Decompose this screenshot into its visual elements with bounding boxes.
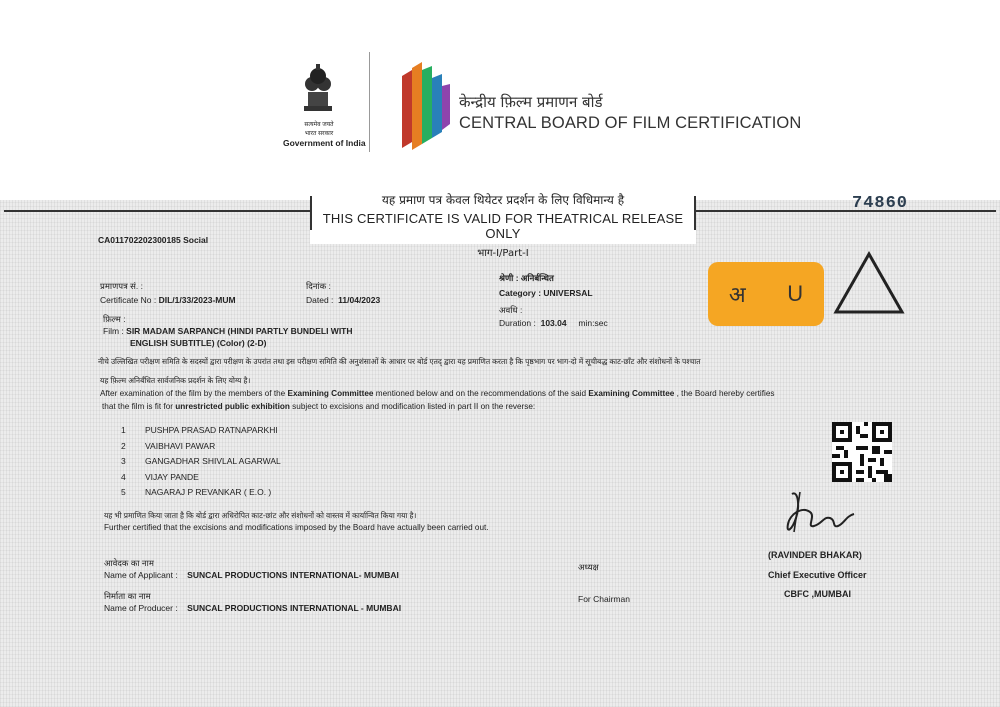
chairman-label: For Chairman [578,594,630,604]
producer-value: SUNCAL PRODUCTIONS INTERNATIONAL - MUMBAI [187,603,402,613]
hindi-para-line2: यह फ़िल्म अनिर्बंधित सार्वजनिक प्रदर्शन के लिए योग्य है। [100,376,251,385]
triangle-icon [832,250,906,316]
header-divider [369,52,370,152]
duration-label: Duration : [499,318,536,328]
top-rule-right [696,210,996,212]
date-row [306,295,380,305]
producer-label: Name of Producer : [104,603,178,613]
category-row [499,288,593,298]
committee-member: 1 PUSHPA PRASAD RATNAPARKHI [121,425,278,435]
further-hi: यह भी प्रमाणित किया जाता है कि बोर्ड द्वारा अधिरोपित काट-छांट और संशोधनों को वास्तव में कार्यान्वित किया गया है। [104,511,417,520]
gov-hi: भारत सरकार [304,131,334,137]
film-label-hi: फ़िल्म : [103,314,126,324]
duration-value: 103.04 [540,318,567,328]
signatory-title: Chief Executive Officer [768,570,867,580]
english-para-line2: that the film is fit for unrestricted public exhibition subject to excisions and modification listed in part II on the reverse: [102,402,536,411]
certificate-no-label: Certificate No : [100,295,157,305]
film-title-line1: SIR MADAM SARPANCH (HINDI PARTLY BUNDELI WITH [126,326,353,336]
emblem-motto: सत्यमेव जयते [304,122,334,128]
validity-banner [310,186,696,259]
certificate-no-row [100,295,236,305]
category-value: UNIVERSAL [543,288,593,298]
date-label: Dated : [306,295,334,305]
applicant-label-hi: आवेदक का नाम [104,558,154,568]
committee-member: 4 VIJAY PANDE [121,471,199,482]
applicant-label: Name of Applicant : [104,570,178,580]
producer-label-hi: निर्माता का नाम [104,591,151,601]
certificate-no-value: DIL/1/33/2023-MUM [158,295,236,305]
signature [780,488,860,540]
rating-badge-hi: अ [728,282,746,307]
chairman-label-hi: अध्यक्ष [578,562,599,572]
applicant-row [104,570,399,580]
applicant-value: SUNCAL PRODUCTIONS INTERNATIONAL- MUMBAI [187,570,399,580]
film-label: Film : [103,326,124,336]
producer-row [104,603,401,613]
date-value: 11/04/2023 [338,295,381,305]
signatory-office: CBFC ,MUMBAI [784,589,851,599]
emblem [298,62,338,120]
duration-row [499,318,608,328]
further-en: Further certified that the excisions and modifications imposed by the Board have actually been carried out. [104,523,489,532]
committee-member: 2 VAIBHAVI PAWAR [121,440,216,451]
banner-line-en: THIS CERTIFICATE IS VALID FOR THEATRICAL RELEASE ONLY [322,211,684,241]
date-label-hi: दिनांक : [306,281,331,291]
film-row [103,326,353,336]
category-label-hi: श्रेणी : अनिर्बन्धित [499,273,554,283]
qr-code [832,422,892,482]
film-title-line2: ENGLISH SUBTITLE) (Color) (2-D) [130,338,267,348]
serial-number: 74860 [852,194,909,213]
committee-list [121,423,281,501]
top-rule-left [4,210,310,212]
reference-code: CA011702202300185 Social [98,235,209,245]
board-name-en: CENTRAL BOARD OF FILM CERTIFICATION [459,114,802,132]
cbfc-logo [398,58,454,152]
certificate-no-label-hi: प्रमाणपत्र सं. : [100,281,143,291]
signatory-name: (RAVINDER BHAKAR) [768,550,862,560]
banner-line-hi: यह प्रमाण पत्र केवल थियेटर प्रदर्शन के लिए विधिमान्य है [381,193,625,207]
category-label: Category : [499,288,542,298]
gov-en: Government of India [283,138,366,148]
committee-member: 3 GANGADHAR SHIVLAL AGARWAL [121,456,281,466]
english-para-line1: After examination of the film by the members of the Examining Committee mentioned below and on the recommendations of the said Examining Committee , the Board hereby certifies [100,389,775,398]
rating-badge-en: U [787,281,804,306]
rating-badge [708,262,824,326]
banner-part: भाग-I/Part-I [477,248,529,259]
board-name-hi: केन्द्रीय फ़िल्म प्रमाणन बोर्ड [459,93,603,111]
committee-member: 5 NAGARAJ P REVANKAR ( E.O. ) [121,487,272,497]
duration-label-hi: अवधि : [499,305,523,315]
duration-unit: min:sec [578,318,608,328]
hindi-para-line1: नीचे उल्लिखित परीक्षण समिति के सदस्यों द्वारा परीक्षण के उपरांत तथा इस परीक्षण समिति की अनुशंसाओं के आधार पर बोर्ड एतद् द्वारा यह प्रमाणित करता है कि पृष्ठभाग पर भाग-दो में सूचीबद्ध काट-छाँट और संशोधनों के पश्चात [98,357,701,366]
